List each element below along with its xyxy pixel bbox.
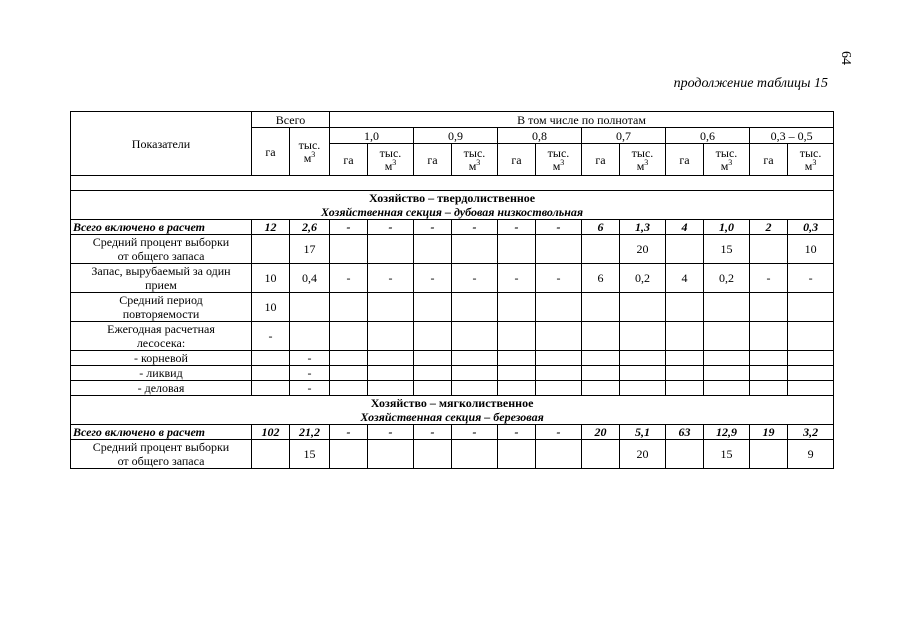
density-ha-header: га — [498, 144, 536, 176]
section-header — [71, 191, 834, 220]
table-cell: 0,4 — [290, 264, 330, 293]
total-header: Всего — [252, 112, 330, 128]
table-cell — [330, 366, 368, 381]
table-cell: 15 — [290, 440, 330, 469]
row-label: Средний период повторяемости — [71, 293, 252, 322]
table-cell — [536, 366, 582, 381]
table-cell: - — [452, 425, 498, 440]
table-cell: 4 — [666, 220, 704, 235]
table-row — [71, 381, 834, 396]
table-cell: 3,2 — [788, 425, 834, 440]
table-cell: - — [414, 220, 452, 235]
table-cell — [582, 235, 620, 264]
table-cell — [452, 293, 498, 322]
table-cell: - — [290, 351, 330, 366]
table-cell — [498, 351, 536, 366]
table-cell — [582, 381, 620, 396]
table-cell — [252, 351, 290, 366]
table-cell: 0,2 — [704, 264, 750, 293]
table-cell — [414, 235, 452, 264]
table-cell — [536, 322, 582, 351]
table-cell — [704, 322, 750, 351]
total-ha-header: га — [252, 128, 290, 176]
table-cell — [252, 381, 290, 396]
table-cell: - — [290, 381, 330, 396]
table-cell: 6 — [582, 220, 620, 235]
table-cell: - — [368, 220, 414, 235]
table-cell: - — [414, 425, 452, 440]
forest-table — [70, 111, 834, 469]
table-cell — [414, 381, 452, 396]
density-header: 0,9 — [414, 128, 498, 144]
table-cell: - — [452, 264, 498, 293]
table-cell — [620, 293, 666, 322]
table-cell: 4 — [666, 264, 704, 293]
table-cell — [368, 366, 414, 381]
table-row — [71, 351, 834, 366]
table-cell: - — [330, 425, 368, 440]
table-cell: - — [498, 264, 536, 293]
table-row — [71, 440, 834, 469]
table-row — [71, 425, 834, 440]
table-cell — [330, 440, 368, 469]
table-cell — [368, 440, 414, 469]
table-cell — [788, 366, 834, 381]
table-cell — [414, 322, 452, 351]
table-cell — [788, 381, 834, 396]
table-cell — [498, 440, 536, 469]
table-cell — [620, 351, 666, 366]
density-volume-header: тыс. $м^3$ — [452, 144, 498, 176]
table-cell: 10 — [252, 264, 290, 293]
density-ha-header: га — [414, 144, 452, 176]
table-row — [71, 293, 834, 322]
density-volume-header: тыс. $м^3$ — [788, 144, 834, 176]
density-volume-header: тыс. $м^3$ — [620, 144, 666, 176]
table-cell: 10 — [788, 235, 834, 264]
table-cell: 63 — [666, 425, 704, 440]
table-row — [71, 220, 834, 235]
table-cell — [788, 351, 834, 366]
table-cell: 9 — [788, 440, 834, 469]
table-cell — [536, 440, 582, 469]
table-cell — [788, 293, 834, 322]
table-cell — [666, 381, 704, 396]
section-header-row — [71, 191, 834, 220]
row-label: Средний процент выборки от общего запаса — [71, 440, 252, 469]
table-cell — [536, 381, 582, 396]
table-cell — [620, 322, 666, 351]
table-cell: 19 — [750, 425, 788, 440]
by-density-header: В том числе по полнотам — [330, 112, 834, 128]
table-cell — [666, 366, 704, 381]
table-cell: - — [368, 264, 414, 293]
table-row — [71, 264, 834, 293]
table-cell: - — [452, 220, 498, 235]
table-cell — [750, 381, 788, 396]
table-cell — [452, 322, 498, 351]
row-label: - ликвид — [71, 366, 252, 381]
density-volume-header: тыс. $м^3$ — [704, 144, 750, 176]
table-cell: 0,2 — [620, 264, 666, 293]
table-cell — [582, 366, 620, 381]
table-cell — [666, 322, 704, 351]
indicators-header: Показатели — [71, 112, 252, 176]
table-cell — [498, 293, 536, 322]
table-cell: - — [536, 220, 582, 235]
row-label: - корневой — [71, 351, 252, 366]
table-cell — [666, 440, 704, 469]
density-ha-header: га — [330, 144, 368, 176]
table-cell: 12 — [252, 220, 290, 235]
table-cell — [452, 235, 498, 264]
table-cell: - — [498, 425, 536, 440]
table-cell: - — [252, 322, 290, 351]
table-cell — [666, 351, 704, 366]
section-title: Хозяйственная секция – дубовая низкоствольная — [321, 205, 584, 219]
table-cell: 5,1 — [620, 425, 666, 440]
table-cell — [536, 351, 582, 366]
table-cell: 20 — [620, 235, 666, 264]
table-cell — [750, 322, 788, 351]
table-cell — [414, 293, 452, 322]
table-cell — [452, 440, 498, 469]
table-cell: 102 — [252, 425, 290, 440]
table-cell — [498, 366, 536, 381]
table-cell — [666, 293, 704, 322]
table-cell — [368, 351, 414, 366]
table-row — [71, 322, 834, 351]
row-label: Средний процент выборки от общего запаса — [71, 235, 252, 264]
density-ha-header: га — [666, 144, 704, 176]
table-cell — [750, 351, 788, 366]
table-cell: 2,6 — [290, 220, 330, 235]
table-cell: 10 — [252, 293, 290, 322]
table-cell: 17 — [290, 235, 330, 264]
table-cell — [666, 235, 704, 264]
table-cell: 15 — [704, 440, 750, 469]
table-cell — [536, 235, 582, 264]
table-cell — [498, 235, 536, 264]
row-label: - деловая — [71, 381, 252, 396]
table-cell — [750, 366, 788, 381]
table-cell — [498, 381, 536, 396]
table-row — [71, 235, 834, 264]
row-label: Всего включено в расчет — [71, 220, 252, 235]
table-cell — [582, 351, 620, 366]
density-header: 0,7 — [582, 128, 666, 144]
table-cell: 1,0 — [704, 220, 750, 235]
table-cell: - — [498, 220, 536, 235]
table-cell: - — [368, 425, 414, 440]
table-cell: 20 — [582, 425, 620, 440]
table-cell — [704, 351, 750, 366]
table-row — [71, 366, 834, 381]
table-cell — [330, 322, 368, 351]
table-cell — [452, 381, 498, 396]
section-header — [71, 396, 834, 425]
table-cell — [368, 235, 414, 264]
table-cell — [620, 366, 666, 381]
table-cell — [368, 293, 414, 322]
table-cell — [750, 440, 788, 469]
table-cell: - — [414, 264, 452, 293]
continuation-label: продолжение таблицы 15 — [673, 76, 828, 91]
section-title: Хозяйственная секция – березовая — [360, 410, 544, 424]
table-cell — [330, 381, 368, 396]
table-cell — [452, 366, 498, 381]
table-cell: - — [536, 264, 582, 293]
table-cell — [704, 293, 750, 322]
table-cell — [414, 366, 452, 381]
table-cell: - — [290, 366, 330, 381]
table-cell: 6 — [582, 264, 620, 293]
table-cell: - — [750, 264, 788, 293]
table-cell — [620, 381, 666, 396]
table-cell — [252, 366, 290, 381]
density-header: 0,6 — [666, 128, 750, 144]
table-cell — [368, 322, 414, 351]
table-cell — [330, 293, 368, 322]
farm-title: Хозяйство – мягколиственное — [370, 396, 534, 410]
table-cell — [290, 293, 330, 322]
density-ha-header: га — [750, 144, 788, 176]
table-cell: - — [788, 264, 834, 293]
table-cell — [330, 351, 368, 366]
row-label: Всего включено в расчет — [71, 425, 252, 440]
row-label: Запас, вырубаемый за один прием — [71, 264, 252, 293]
row-label: Ежегодная расчетная лесосека: — [71, 322, 252, 351]
density-volume-header: тыс. $м^3$ — [536, 144, 582, 176]
table-cell — [414, 351, 452, 366]
density-header: 0,3 – 0,5 — [750, 128, 834, 144]
table-cell — [330, 235, 368, 264]
density-ha-header: га — [582, 144, 620, 176]
table-cell: 12,9 — [704, 425, 750, 440]
table-cell — [452, 351, 498, 366]
density-header: 1,0 — [330, 128, 414, 144]
farm-title: Хозяйство – твердолиственное — [369, 191, 536, 205]
table-cell — [290, 322, 330, 351]
total-volume-header: тыс. $м^3$ — [290, 128, 330, 176]
table-cell — [582, 440, 620, 469]
table-cell — [704, 381, 750, 396]
table-cell — [498, 322, 536, 351]
spacer-row — [71, 176, 834, 191]
page-number: 64 — [838, 51, 853, 65]
table-cell — [252, 440, 290, 469]
table-cell — [582, 293, 620, 322]
section-header-row — [71, 396, 834, 425]
table-cell — [582, 322, 620, 351]
density-header: 0,8 — [498, 128, 582, 144]
table-cell — [704, 366, 750, 381]
density-volume-header: тыс. $м^3$ — [368, 144, 414, 176]
table-cell: 15 — [704, 235, 750, 264]
table-cell: 20 — [620, 440, 666, 469]
table-cell — [750, 235, 788, 264]
table-cell — [368, 381, 414, 396]
table-cell: - — [536, 425, 582, 440]
table-cell: 2 — [750, 220, 788, 235]
table-cell: 21,2 — [290, 425, 330, 440]
table-cell — [750, 293, 788, 322]
table-cell — [788, 322, 834, 351]
table-cell: 0,3 — [788, 220, 834, 235]
table-cell: 1,3 — [620, 220, 666, 235]
table-cell — [536, 293, 582, 322]
table-cell — [414, 440, 452, 469]
table-cell: - — [330, 220, 368, 235]
table-cell: - — [330, 264, 368, 293]
table-cell — [252, 235, 290, 264]
